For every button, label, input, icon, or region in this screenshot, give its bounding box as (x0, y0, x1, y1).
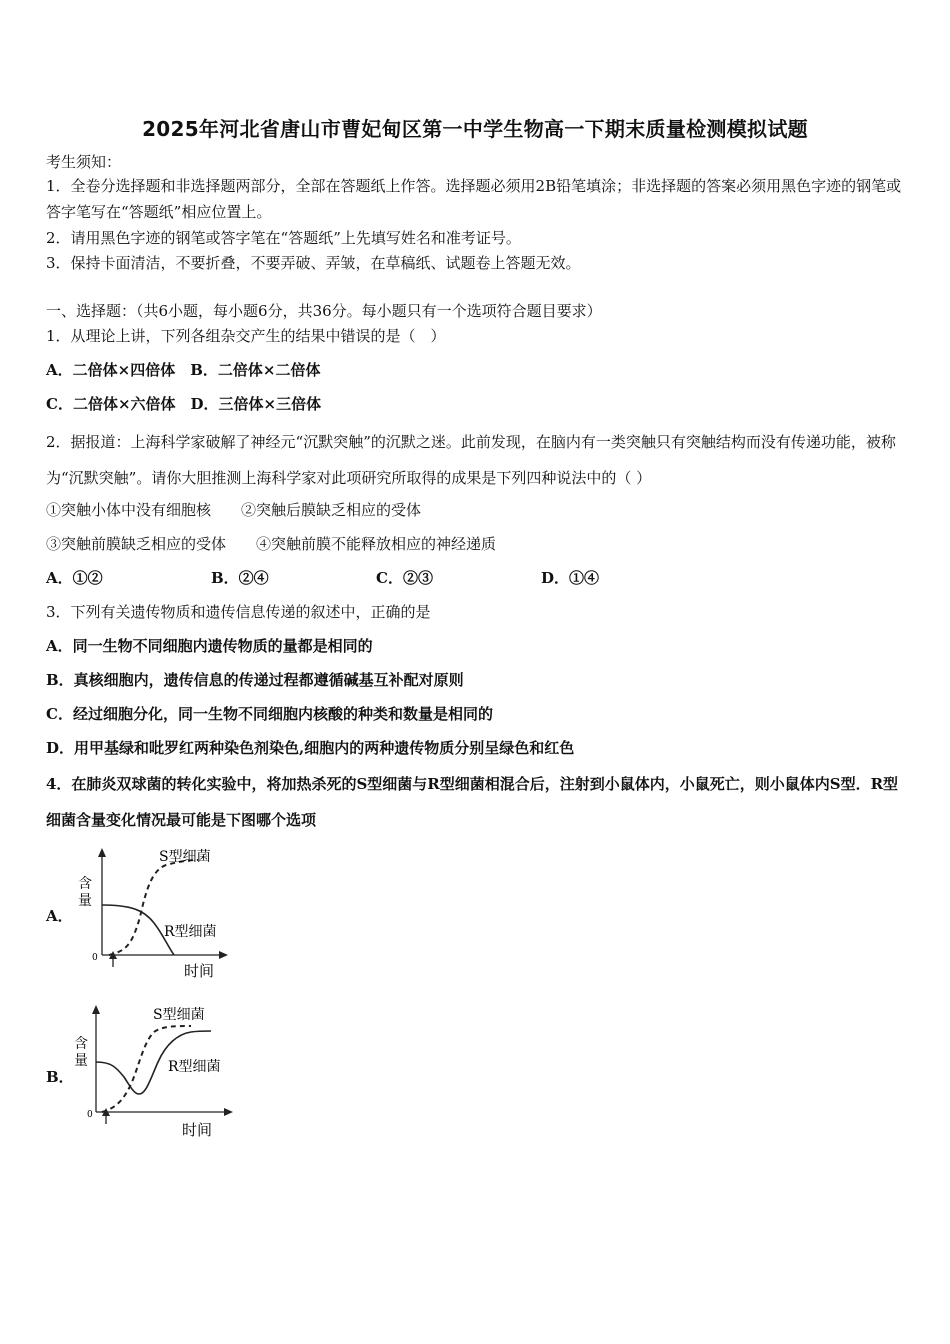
q1-options-row-1: A．二倍体×四倍体 B．二倍体×二倍体 (46, 361, 321, 379)
s-label: S型细菌 (159, 849, 211, 865)
y-label-2: 量 (78, 893, 92, 909)
r-label: R型细菌 (168, 1059, 221, 1075)
y-axis-arrow (98, 848, 106, 857)
notice-item-2: 2．请用黑色字迹的钢笔或答字笔在“答题纸”上先填写姓名和准考证号。 (46, 229, 521, 247)
q2-option-a: A．①② (46, 569, 103, 587)
q4-graph-b (46, 1002, 246, 1142)
q1-options-row-2: C．二倍体×六倍体 D．三倍体×三倍体 (46, 395, 322, 413)
y-label-1: 含 (78, 876, 92, 892)
q4-graph-a (46, 845, 246, 985)
notice-item-1: 1．全卷分选择题和非选择题两部分，全部在答题纸上作答。选择题必须用2B铅笔填涂；非选择题的答案必须用黑色字迹的钢笔或答字笔写在“答题纸”相应位置上。 (46, 177, 902, 221)
q4-stem: 4．在肺炎双球菌的转化实验中，将加热杀死的S型细菌与R型细菌相混合后，注射到小鼠体内，小鼠死亡，则小鼠体内S型．R型细菌含量变化情况最可能是下图哪个选项 (46, 775, 899, 829)
q1-stem: 1．从理论上讲，下列各组杂交产生的结果中错误的是（ ） (46, 327, 446, 345)
y-axis-arrow (92, 1005, 100, 1014)
q2-option-c: C．②③ (376, 569, 433, 587)
q4-graph-a-label: A． (46, 907, 73, 925)
y-label-1: 含 (74, 1036, 88, 1052)
q2-options (46, 568, 599, 588)
x-label: 时间 (182, 1121, 213, 1139)
q3-option-c: C．经过细胞分化，同一生物不同细胞内核酸的种类和数量是相同的 (46, 705, 493, 723)
s-bacteria-curve (109, 860, 198, 955)
notice-item-3: 3．保持卡面清洁，不要折叠，不要弄破、弄皱，在草稿纸、试题卷上答题无效。 (46, 254, 581, 272)
origin: 0 (92, 953, 98, 963)
q3-option-b: B．真核细胞内，遗传信息的传递过程都遵循碱基互补配对原则 (46, 671, 464, 689)
origin: 0 (87, 1110, 93, 1120)
x-axis-arrow (219, 951, 228, 959)
q4-graph-a-plot (46, 845, 246, 985)
x-label: 时间 (184, 962, 215, 980)
q3-stem: 3．下列有关遗传物质和遗传信息传递的叙述中，正确的是 (46, 603, 431, 621)
notice-heading: 考生须知： (46, 153, 122, 171)
q2-stem: 2．据报道：上海科学家破解了神经元“沉默突触”的沉默之迷。此前发现，在脑内有一类突触只有突触结构而没有传递功能，被称为“沉默突触”。请你大胆推测上海科学家对此项研究所取得的成果是下列四种说法中的（ ） (46, 433, 896, 487)
y-label-2: 量 (74, 1053, 88, 1069)
x-axis-arrow (224, 1108, 233, 1116)
q4-graph-b-label: B． (46, 1068, 74, 1086)
q2-option-b: B．②④ (211, 569, 269, 587)
r-label: R型细菌 (164, 924, 217, 940)
q4-graph-b-plot (46, 1002, 246, 1142)
section-heading: 一、选择题：（共6小题，每小题6分，共36分。每小题只有一个选项符合题目要求） (46, 302, 602, 320)
q3-option-a: A．同一生物不同细胞内遗传物质的量都是相同的 (46, 637, 373, 655)
q2-option-d: D．①④ (541, 569, 600, 587)
q3-option-d: D．用甲基绿和吡罗红两种染色剂染色,细胞内的两种遗传物质分别呈绿色和红色 (46, 739, 575, 757)
s-label: S型细菌 (153, 1007, 205, 1023)
q2-statements-1: ①突触小体中没有细胞核 ②突触后膜缺乏相应的受体 (46, 501, 422, 519)
q2-statements-2: ③突触前膜缺乏相应的受体 ④突触前膜不能释放相应的神经递质 (46, 535, 497, 553)
page-title: 2025年河北省唐山市曹妃甸区第一中学生物高一下期末质量检测模拟试题 (142, 117, 808, 141)
